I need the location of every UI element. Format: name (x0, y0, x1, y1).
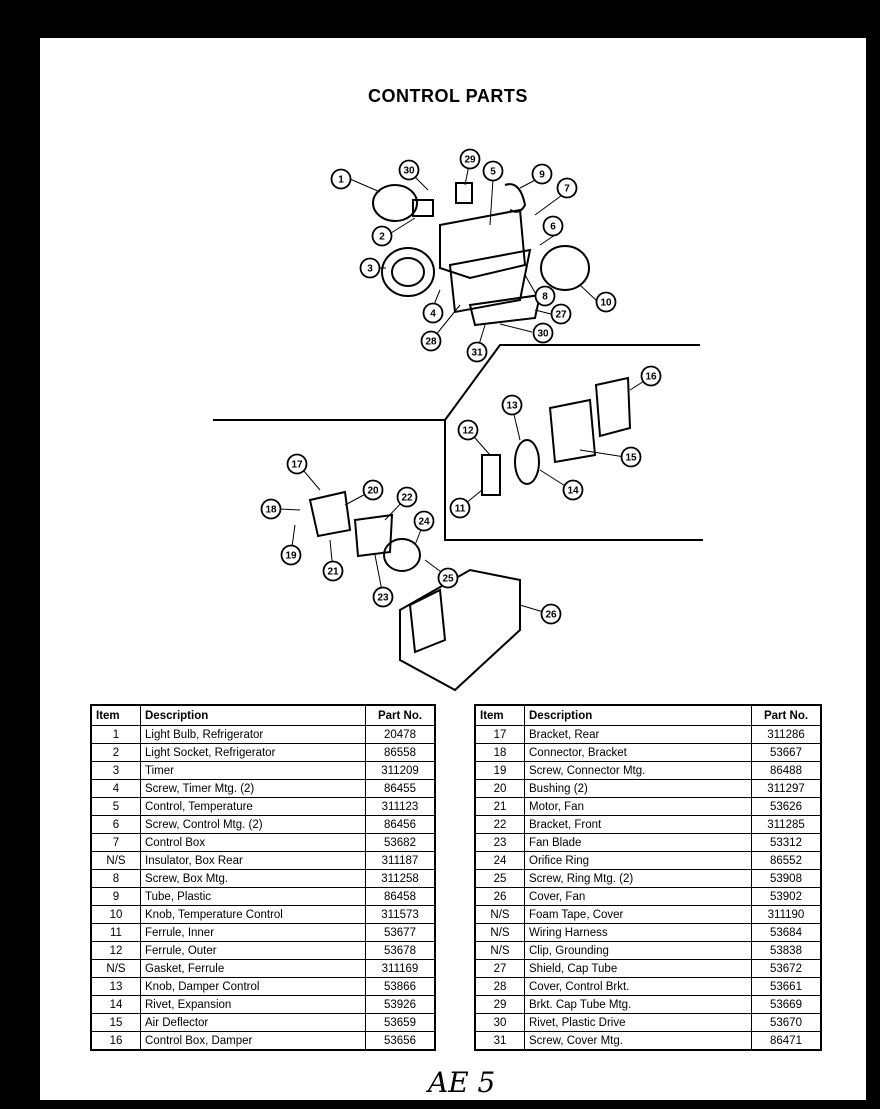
table-row (91, 1014, 435, 1032)
callout-30 (534, 324, 553, 343)
callout-22 (398, 488, 417, 507)
svg-text:25: 25 (442, 573, 454, 585)
svg-text:30: 30 (537, 328, 549, 340)
front-bracket-shape (355, 515, 392, 556)
cell-item: N/S (475, 942, 525, 960)
svg-text:18: 18 (265, 504, 277, 516)
cell-part-no: 53661 (752, 978, 822, 996)
cell-description: Screw, Connector Mtg. (525, 762, 752, 780)
cell-part-no: 20478 (366, 726, 436, 744)
cell-description: Screw, Cover Mtg. (525, 1032, 752, 1051)
table-row (91, 960, 435, 978)
cell-part-no: 86455 (366, 780, 436, 798)
table-row (475, 942, 821, 960)
orifice-ring-shape (384, 539, 420, 571)
cell-item: 8 (91, 870, 141, 888)
svg-text:5: 5 (490, 166, 496, 178)
cell-description: Cover, Fan (525, 888, 752, 906)
table-row (475, 924, 821, 942)
cell-item: 4 (91, 780, 141, 798)
shield-shape (470, 295, 540, 325)
table-row (91, 744, 435, 762)
cell-item: 13 (91, 978, 141, 996)
cell-description: Insulator, Box Rear (141, 852, 366, 870)
cell-item: 2 (91, 744, 141, 762)
svg-text:13: 13 (506, 400, 518, 412)
cell-item: 25 (475, 870, 525, 888)
table-row (91, 780, 435, 798)
cell-description: Fan Blade (525, 834, 752, 852)
column-header-part-no: Part No. (752, 705, 822, 726)
table-row (91, 816, 435, 834)
plastic-tube-shape (505, 184, 525, 212)
column-header-part-no: Part No. (366, 705, 436, 726)
table-row (91, 996, 435, 1014)
cell-description: Ferrule, Inner (141, 924, 366, 942)
damper-box-shape (596, 378, 630, 436)
table-row (91, 924, 435, 942)
callout-18 (262, 500, 281, 519)
cell-part-no: 53659 (366, 1014, 436, 1032)
cell-description: Bushing (2) (525, 780, 752, 798)
callout-19 (282, 546, 301, 565)
cell-description: Cover, Control Brkt. (525, 978, 752, 996)
cell-item: 15 (91, 1014, 141, 1032)
cell-item: 18 (475, 744, 525, 762)
callout-5 (484, 162, 503, 181)
table-row (475, 780, 821, 798)
cell-part-no: 311187 (366, 852, 436, 870)
cell-part-no: 53908 (752, 870, 822, 888)
table-row (475, 888, 821, 906)
table-row (475, 978, 821, 996)
cell-item: 6 (91, 816, 141, 834)
air-deflector-shape (550, 400, 595, 462)
cell-item: 5 (91, 798, 141, 816)
cell-description: Orifice Ring (525, 852, 752, 870)
callout-27 (552, 305, 571, 324)
cell-item: 9 (91, 888, 141, 906)
cell-item: N/S (91, 960, 141, 978)
callout-26 (542, 605, 561, 624)
cell-description: Gasket, Ferrule (141, 960, 366, 978)
table-row (475, 798, 821, 816)
svg-text:9: 9 (539, 169, 545, 181)
callout-31 (468, 343, 487, 362)
cell-part-no: 86456 (366, 816, 436, 834)
cell-part-no: 311285 (752, 816, 822, 834)
callout-9 (533, 165, 552, 184)
callout-15 (622, 448, 641, 467)
table-header-row (91, 705, 435, 726)
cell-description: Screw, Control Mtg. (2) (141, 816, 366, 834)
cell-part-no: 86471 (752, 1032, 822, 1051)
cell-part-no: 53672 (752, 960, 822, 978)
callout-20 (364, 481, 383, 500)
callout-8 (536, 287, 555, 306)
cell-description: Light Bulb, Refrigerator (141, 726, 366, 744)
table-row (91, 870, 435, 888)
svg-text:29: 29 (464, 154, 476, 166)
cell-item: 17 (475, 726, 525, 744)
callout-12 (459, 421, 478, 440)
cell-part-no: 53682 (366, 834, 436, 852)
cell-item: N/S (475, 906, 525, 924)
table-row (91, 798, 435, 816)
cell-part-no: 311169 (366, 960, 436, 978)
cell-part-no: 53312 (752, 834, 822, 852)
svg-text:28: 28 (425, 336, 437, 348)
cell-part-no: 311258 (366, 870, 436, 888)
callout-23 (374, 588, 393, 607)
cell-description: Screw, Ring Mtg. (2) (525, 870, 752, 888)
table-row (91, 762, 435, 780)
cell-description: Knob, Temperature Control (141, 906, 366, 924)
fan-motor-shape (310, 492, 350, 536)
damper-knob-shape (515, 440, 539, 484)
table-row (475, 996, 821, 1014)
cell-part-no: 53670 (752, 1014, 822, 1032)
cell-part-no: 53926 (366, 996, 436, 1014)
ferrule-shape (482, 455, 500, 495)
parts-table-left (90, 704, 436, 1051)
cell-part-no: 53677 (366, 924, 436, 942)
svg-text:23: 23 (377, 592, 389, 604)
callout-7 (558, 179, 577, 198)
svg-text:19: 19 (285, 550, 297, 562)
cell-part-no: 311190 (752, 906, 822, 924)
cell-description: Connector, Bracket (525, 744, 752, 762)
callout-6 (544, 217, 563, 236)
cell-part-no: 86552 (752, 852, 822, 870)
cell-item: 11 (91, 924, 141, 942)
cell-description: Ferrule, Outer (141, 942, 366, 960)
cell-item: 7 (91, 834, 141, 852)
cell-part-no: 311297 (752, 780, 822, 798)
cell-item: 30 (475, 1014, 525, 1032)
svg-text:6: 6 (550, 221, 556, 233)
table-row (475, 852, 821, 870)
cell-description: Control, Temperature (141, 798, 366, 816)
table-row (475, 834, 821, 852)
cell-item: 26 (475, 888, 525, 906)
cell-description: Rivet, Expansion (141, 996, 366, 1014)
cell-part-no: 53669 (752, 996, 822, 1014)
cell-item: 23 (475, 834, 525, 852)
callout-29 (461, 150, 480, 169)
cell-description: Control Box (141, 834, 366, 852)
table-row (91, 852, 435, 870)
callout-3 (361, 259, 380, 278)
cell-description: Brkt. Cap Tube Mtg. (525, 996, 752, 1014)
cell-description: Motor, Fan (525, 798, 752, 816)
table-row (475, 744, 821, 762)
column-header-item: Item (91, 705, 141, 726)
cell-item: 24 (475, 852, 525, 870)
table-row (91, 726, 435, 744)
table-row (475, 762, 821, 780)
timer-shape (382, 248, 434, 296)
cell-description: Light Socket, Refrigerator (141, 744, 366, 762)
svg-text:27: 27 (555, 309, 567, 321)
cell-item: 16 (91, 1032, 141, 1051)
table-row (91, 942, 435, 960)
cell-item: 22 (475, 816, 525, 834)
table-row (475, 726, 821, 744)
callout-10 (597, 293, 616, 312)
callout-21 (324, 562, 343, 581)
table-row (91, 906, 435, 924)
svg-text:31: 31 (471, 347, 483, 359)
control-box-shape (440, 210, 525, 278)
callout-1 (332, 170, 351, 189)
column-header-description: Description (141, 705, 366, 726)
cell-item: 28 (475, 978, 525, 996)
cell-part-no: 53684 (752, 924, 822, 942)
svg-text:8: 8 (542, 291, 548, 303)
cell-item: 1 (91, 726, 141, 744)
cell-description: Screw, Box Mtg. (141, 870, 366, 888)
callout-13 (503, 396, 522, 415)
cell-description: Bracket, Rear (525, 726, 752, 744)
cell-description: Control Box, Damper (141, 1032, 366, 1051)
svg-text:26: 26 (545, 609, 557, 621)
cell-part-no: 311573 (366, 906, 436, 924)
cell-item: 27 (475, 960, 525, 978)
cell-part-no: 311209 (366, 762, 436, 780)
table-header-row (475, 705, 821, 726)
table-row (475, 960, 821, 978)
svg-text:3: 3 (367, 263, 373, 275)
cell-item: 31 (475, 1032, 525, 1051)
svg-text:20: 20 (367, 485, 379, 497)
cell-part-no: 311123 (366, 798, 436, 816)
handwritten-signature: AE 5 (428, 1066, 496, 1099)
svg-text:21: 21 (327, 566, 339, 578)
table-row (91, 1032, 435, 1051)
table-row (475, 1014, 821, 1032)
cell-description: Clip, Grounding (525, 942, 752, 960)
cell-part-no: 53656 (366, 1032, 436, 1051)
cell-part-no: 53838 (752, 942, 822, 960)
cell-part-no: 311286 (752, 726, 822, 744)
svg-text:11: 11 (454, 503, 466, 515)
svg-text:16: 16 (645, 371, 657, 383)
callout-14 (564, 481, 583, 500)
light-bulb-shape (373, 185, 417, 221)
cell-item: 12 (91, 942, 141, 960)
svg-text:10: 10 (600, 297, 612, 309)
table-row (475, 870, 821, 888)
callout-24 (415, 512, 434, 531)
svg-text:15: 15 (625, 452, 637, 464)
cell-item: N/S (475, 924, 525, 942)
svg-text:4: 4 (430, 308, 436, 320)
table-row (475, 906, 821, 924)
svg-text:22: 22 (401, 492, 413, 504)
table-row (91, 978, 435, 996)
cell-part-no: 53667 (752, 744, 822, 762)
callout-30 (400, 161, 419, 180)
cell-part-no: 53626 (752, 798, 822, 816)
table-row (475, 1032, 821, 1051)
parts-table-right (474, 704, 822, 1051)
table-row (91, 834, 435, 852)
svg-text:24: 24 (418, 516, 430, 528)
cell-description: Air Deflector (141, 1014, 366, 1032)
cell-item: 20 (475, 780, 525, 798)
callout-11 (451, 499, 470, 518)
svg-text:14: 14 (567, 485, 579, 497)
cell-part-no: 86558 (366, 744, 436, 762)
page-title: CONTROL PARTS (368, 86, 528, 106)
fan-cover-shape (400, 570, 520, 690)
cell-item: 21 (475, 798, 525, 816)
svg-text:7: 7 (564, 183, 570, 195)
cell-item: 29 (475, 996, 525, 1014)
callout-25 (439, 569, 458, 588)
column-header-item: Item (475, 705, 525, 726)
cell-description: Tube, Plastic (141, 888, 366, 906)
cell-description: Knob, Damper Control (141, 978, 366, 996)
callout-17 (288, 455, 307, 474)
callout-4 (424, 304, 443, 323)
cell-part-no: 86458 (366, 888, 436, 906)
svg-text:30: 30 (403, 165, 415, 177)
cell-description: Rivet, Plastic Drive (525, 1014, 752, 1032)
cell-part-no: 86488 (752, 762, 822, 780)
cell-description: Shield, Cap Tube (525, 960, 752, 978)
callout-2 (373, 227, 392, 246)
cell-description: Foam Tape, Cover (525, 906, 752, 924)
temperature-knob-shape (541, 246, 589, 290)
column-header-description: Description (525, 705, 752, 726)
cell-description: Wiring Harness (525, 924, 752, 942)
cell-description: Timer (141, 762, 366, 780)
callout-16 (642, 367, 661, 386)
callout-28 (422, 332, 441, 351)
svg-text:1: 1 (338, 174, 344, 186)
svg-text:2: 2 (379, 231, 385, 243)
svg-text:17: 17 (291, 459, 303, 471)
cell-part-no: 53678 (366, 942, 436, 960)
cell-part-no: 53902 (752, 888, 822, 906)
table-row (475, 816, 821, 834)
cell-item: 10 (91, 906, 141, 924)
svg-text:12: 12 (462, 425, 474, 437)
cell-part-no: 53866 (366, 978, 436, 996)
cell-description: Bracket, Front (525, 816, 752, 834)
cell-item: N/S (91, 852, 141, 870)
cell-item: 19 (475, 762, 525, 780)
cell-description: Screw, Timer Mtg. (2) (141, 780, 366, 798)
cell-item: 3 (91, 762, 141, 780)
cell-item: 14 (91, 996, 141, 1014)
table-row (91, 888, 435, 906)
